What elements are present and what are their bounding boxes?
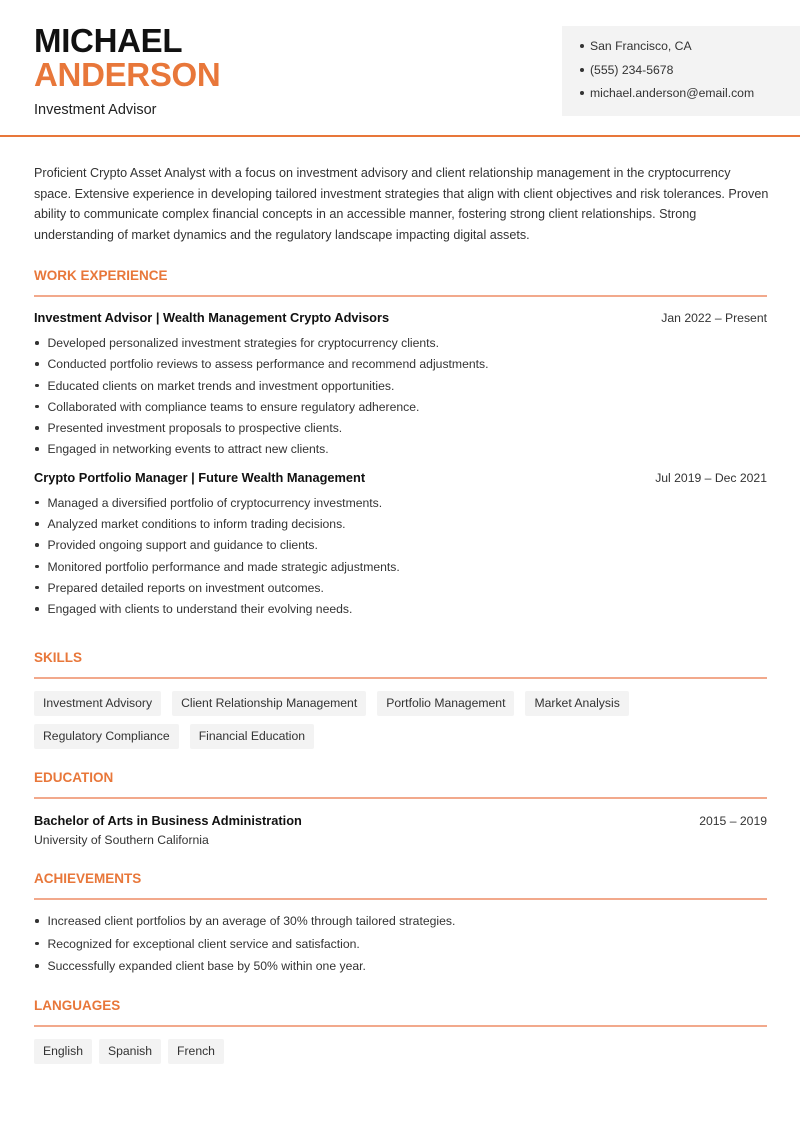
section-title: LANGUAGES (34, 998, 121, 1013)
bullet-icon (35, 426, 39, 430)
bullet-icon (35, 964, 39, 968)
job-title: Investment Advisor (34, 102, 157, 118)
contact-phone-text: (555) 234-5678 (590, 62, 674, 77)
section-divider (34, 898, 767, 900)
contact-email (580, 85, 800, 109)
skill-tag: Regulatory Compliance (34, 724, 179, 749)
degree: Bachelor of Arts in Business Administration (34, 813, 302, 828)
bullet-text: Presented investment proposals to prospective clients. (47, 421, 343, 436)
skills-section (34, 649, 767, 749)
bullet-icon (35, 565, 39, 569)
skills-tags (34, 691, 767, 749)
job-dates: Jul 2019 – Dec 2021 (655, 470, 767, 485)
language-tag: French (168, 1039, 224, 1064)
first-name: MICHAEL (34, 22, 183, 59)
last-name: ANDERSON (34, 56, 221, 93)
bullet-text: Managed a diversified portfolio of cryptocurrency investments. (47, 495, 383, 510)
bullet-text: Developed personalized investment strategies for cryptocurrency clients. (47, 336, 440, 350)
bullet-icon (35, 919, 39, 923)
list-item (34, 601, 767, 622)
education-dates: 2015 – 2019 (699, 814, 767, 828)
bullet-icon (35, 405, 39, 409)
list-item (34, 537, 767, 558)
skill-tag: Financial Education (190, 724, 314, 749)
section-divider (34, 677, 767, 679)
name-block (34, 24, 220, 118)
bullet-text: Prepared detailed reports on investment outcomes. (47, 580, 324, 595)
list-item (34, 958, 767, 981)
job-dates: Jan 2022 – Present (661, 311, 767, 325)
work-experience-section (34, 267, 767, 623)
contact-location-text: San Francisco, CA (590, 39, 692, 53)
list-item (34, 399, 767, 420)
professional-summary: Proficient Crypto Asset Analyst with a focus on investment advisory and client relationship management in the cryptocurrency space. Extensive experience in developing tailored investment strategies that align with client objectives and risk tolerances. Proven ability to communicate complex financial concepts in an accessible manner, fostering strong client relationships. Strong understanding of market dynamics and the regulatory landscape impacting digital assets. (34, 166, 769, 243)
section-title: EDUCATION (34, 770, 114, 785)
list-item (34, 335, 767, 356)
job-entry (34, 469, 767, 623)
list-item (34, 441, 767, 462)
job-header (34, 309, 767, 327)
bullet-icon (580, 91, 584, 95)
list-item (34, 559, 767, 580)
skill-tag: Investment Advisory (34, 691, 161, 716)
achievements-section (34, 870, 767, 981)
contact-email-text: michael.anderson@email.com (590, 86, 755, 100)
bullet-text: Successfully expanded client base by 50% within one year. (47, 959, 366, 973)
job-heading: Crypto Portfolio Manager | Future Wealth Management (34, 469, 366, 485)
contact-location (580, 38, 800, 62)
section-title: WORK EXPERIENCE (34, 268, 168, 283)
bullet-text: Engaged in networking events to attract new clients. (47, 442, 329, 457)
bullet-icon (35, 341, 39, 345)
list-item (34, 516, 767, 537)
language-tag: English (34, 1039, 92, 1064)
job-header (34, 469, 767, 487)
bullet-icon (580, 68, 584, 72)
bullet-icon (35, 522, 39, 526)
bullet-icon (35, 586, 39, 590)
list-item (34, 356, 767, 377)
skill-tag: Client Relationship Management (172, 691, 366, 716)
bullet-icon (580, 44, 584, 48)
language-tag: Spanish (99, 1039, 161, 1064)
bullet-text: Analyzed market conditions to inform trading decisions. (47, 517, 346, 532)
list-item (34, 378, 767, 399)
list-item (34, 495, 767, 516)
bullet-icon (35, 362, 39, 366)
list-item (34, 420, 767, 441)
section-divider (34, 797, 767, 799)
education-header (34, 812, 767, 830)
resume-header (0, 0, 800, 137)
bullet-text: Collaborated with compliance teams to ensure regulatory adherence. (47, 399, 420, 414)
section-divider (34, 295, 767, 297)
section-divider (34, 1025, 767, 1027)
contact-box (562, 26, 800, 116)
section-title: ACHIEVEMENTS (34, 871, 142, 886)
contact-phone (580, 62, 800, 86)
languages-section (34, 997, 767, 1064)
bullet-text: Monitored portfolio performance and made strategic adjustments. (47, 559, 400, 574)
bullet-text: Conducted portfolio reviews to assess performance and recommend adjustments. (47, 357, 489, 372)
achievements-list (34, 913, 767, 981)
education-section (34, 769, 767, 848)
skill-tag: Market Analysis (525, 691, 628, 716)
bullet-icon (35, 543, 39, 547)
bullet-text: Provided ongoing support and guidance to clients. (47, 538, 318, 553)
bullet-icon (35, 447, 39, 451)
bullet-text: Engaged with clients to understand their evolving needs. (47, 602, 353, 617)
bullet-icon (35, 607, 39, 611)
school: University of Southern California (34, 833, 209, 847)
bullet-text: Recognized for exceptional client service and satisfaction. (47, 936, 360, 951)
bullet-text: Educated clients on market trends and investment opportunities. (47, 378, 395, 393)
job-entry (34, 309, 767, 463)
section-title: SKILLS (34, 650, 83, 665)
skill-tag: Portfolio Management (377, 691, 514, 716)
bullet-text: Increased client portfolios by an average of 30% through tailored strategies. (47, 914, 456, 928)
list-item (34, 580, 767, 601)
job-bullets (34, 495, 767, 623)
bullet-icon (35, 942, 39, 946)
job-bullets (34, 335, 767, 463)
bullet-icon (35, 501, 39, 505)
bullet-icon (35, 384, 39, 388)
list-item (34, 913, 767, 936)
languages-tags (34, 1039, 767, 1064)
list-item (34, 936, 767, 959)
job-heading: Investment Advisor | Wealth Management Crypto Advisors (34, 310, 390, 325)
